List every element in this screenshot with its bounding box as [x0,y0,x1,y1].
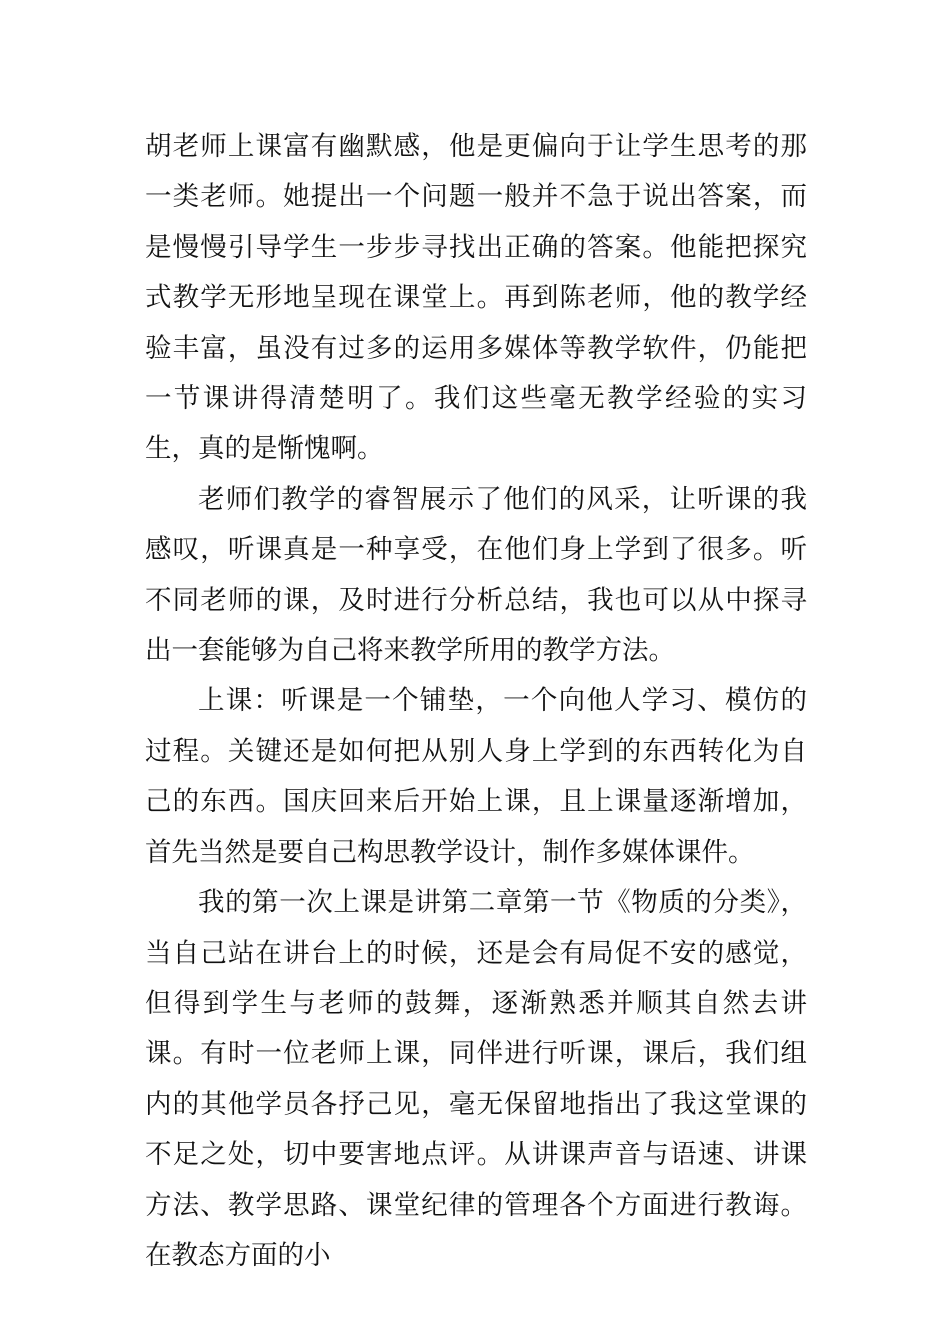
document-body [145,122,807,1281]
paragraph-1: 胡老师上课富有幽默感，他是更偏向于让学生思考的那一类老师。她提出一个问题一般并不急于说出答案，而是慢慢引导学生一步步寻找出正确的答案。他能把探究式教学无形地呈现在课堂上。再到陈老师，他的教学经验丰富，虽没有过多的运用多媒体等教学软件，仍能把一节课讲得清楚明了。我们这些毫无教学经验的实习生，真的是惭愧啊。 [145,131,807,465]
paragraph-3: 上课：听课是一个铺垫，一个向他人学习、模仿的过程。关键还是如何把从别人身上学到的东西转化为自己的东西。国庆回来后开始上课，且上课量逐渐增加，首先当然是要自己构思教学设计，制作多媒体课件。 [145,685,807,868]
paragraph-2: 老师们教学的睿智展示了他们的风采，让听课的我感叹，听课真是一种享受，在他们身上学到了很多。听不同老师的课，及时进行分析总结，我也可以从中探寻出一套能够为自己将来教学所用的教学方法。 [145,483,807,667]
paragraph-4: 我的第一次上课是讲第二章第一节《物质的分类》，当自己站在讲台上的时候，还是会有局促不安的感觉，但得到学生与老师的鼓舞，逐渐熟悉并顺其自然去讲课。有时一位老师上课，同伴进行听课，课后，我们组内的其他学员各抒己见，毫无保留地指出了我这堂课的不足之处，切中要害地点评。从讲课声音与语速、讲课方法、教学思路、课堂纪律的管理各个方面进行教诲。在教态方面的小 [145,887,807,1271]
